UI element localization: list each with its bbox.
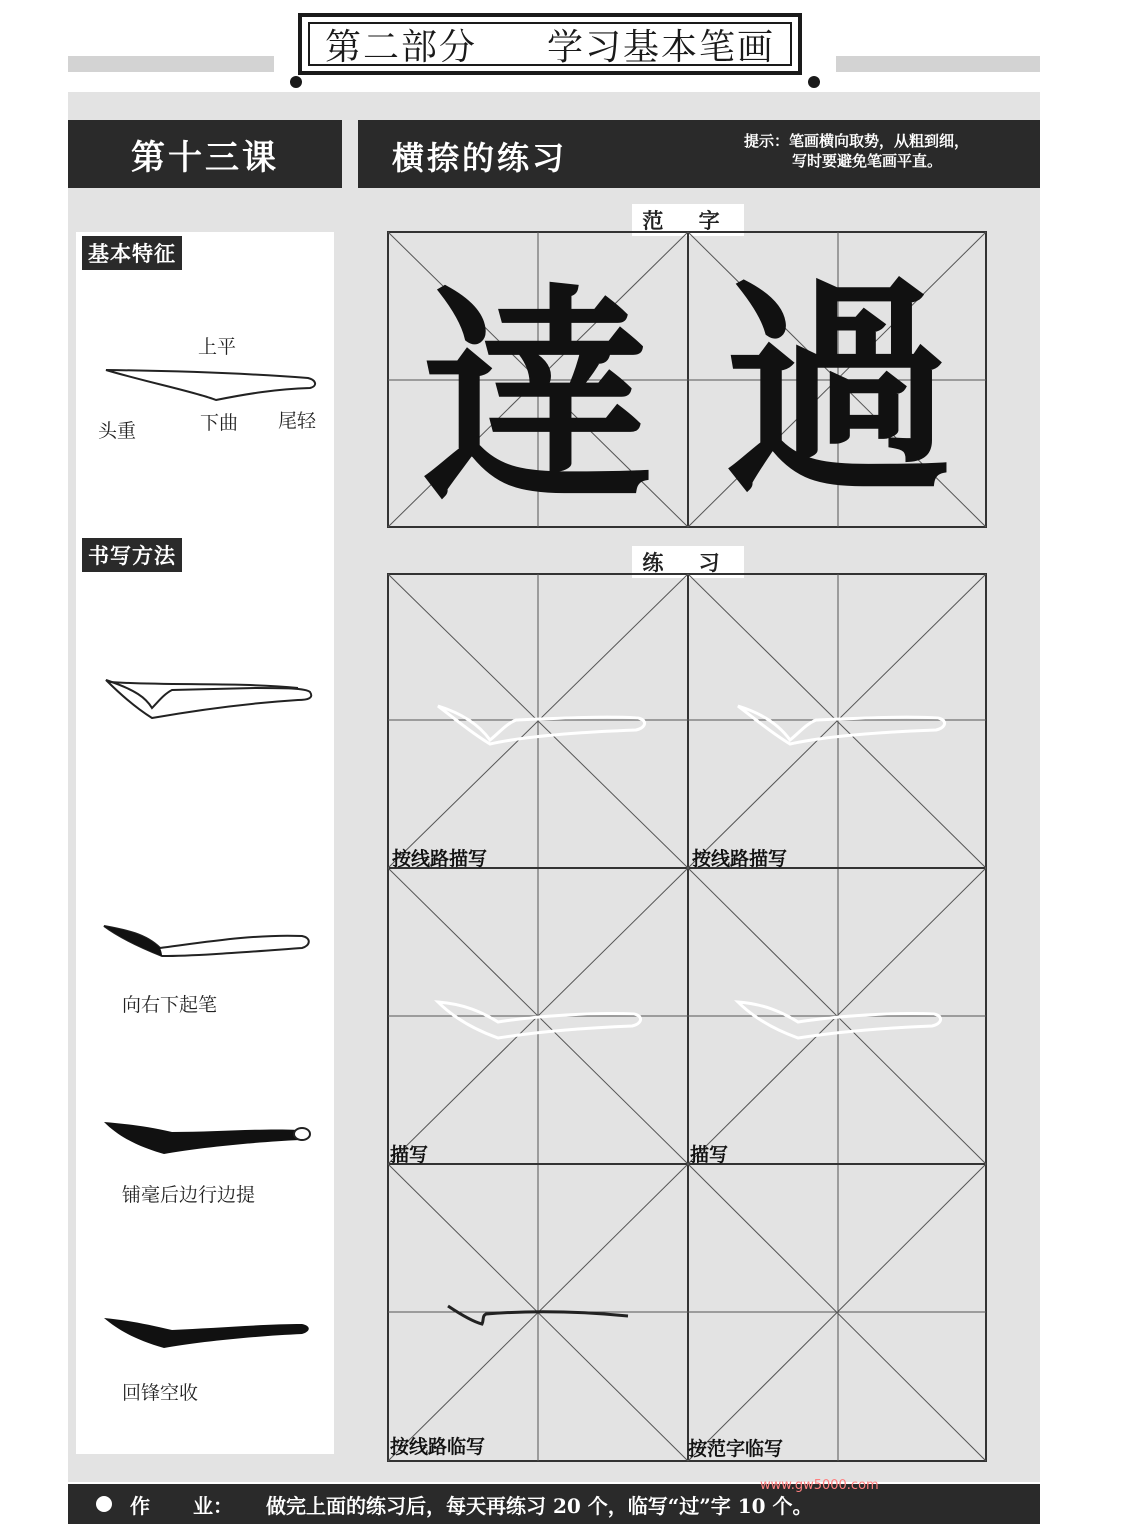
part-title-right: 学习基本笔画 <box>547 26 776 68</box>
tip-line-1: 提示：笔画横向取势，从粗到细， <box>744 132 970 150</box>
tip-note <box>744 131 969 171</box>
trace-stroke-1 <box>438 706 645 744</box>
trace-stroke-3 <box>438 1002 641 1038</box>
homework-label: 作 业： <box>130 1494 233 1518</box>
banner-dot-left <box>290 76 302 88</box>
topic-title: 横捺的练习 <box>392 139 568 177</box>
bullet-icon <box>96 1496 112 1512</box>
lesson-number: 第十三课 <box>131 137 279 178</box>
note-head-heavy: 头重 <box>98 420 137 442</box>
lesson-number-bar <box>68 120 342 188</box>
practice-label: 练 习 <box>632 546 744 578</box>
step-2-label: 铺毫后边行边提 <box>122 1184 256 1206</box>
example-char-1: 逹 <box>422 263 654 530</box>
left-panel <box>76 232 334 1454</box>
example-char-2: 過 <box>722 255 954 525</box>
note-middle-curve: 下曲 <box>200 412 239 434</box>
cell-trace-path-right: 按线路描写 <box>692 848 788 870</box>
stroke-step-entry <box>76 912 334 972</box>
example-grid <box>386 230 990 530</box>
tip-line-2: 写时要避免笔画平直。 <box>792 152 943 170</box>
note-tail-light: 尾轻 <box>278 410 317 432</box>
stroke-step-outline <box>76 652 334 732</box>
banner-dot-right <box>808 76 820 88</box>
watermark: www.gw5000.com <box>760 1478 879 1493</box>
trace-stroke-4 <box>738 1002 941 1038</box>
stroke-step-press <box>76 1108 334 1168</box>
topic-bar <box>358 120 1040 188</box>
cell-trace-left: 描写 <box>390 1144 429 1166</box>
note-top-flat: 上平 <box>198 336 237 358</box>
step-3-label: 回锋空收 <box>122 1382 199 1404</box>
banner-rule-left <box>68 56 274 72</box>
homework-text: 做完上面的练习后，每天再练习 20 个，临写“过”字 10 个。 <box>266 1494 813 1518</box>
homework-footer <box>68 1484 1040 1524</box>
method-label: 书写方法 <box>82 538 182 572</box>
cell-trace-right: 描写 <box>690 1144 729 1166</box>
part-title-left: 第二部分 <box>324 26 477 68</box>
practice-grid <box>386 572 990 1464</box>
example-label: 范 字 <box>632 204 744 236</box>
cell-trace-path-left: 按线路描写 <box>392 848 488 870</box>
step-1-label: 向右下起笔 <box>122 994 218 1016</box>
cell-copy-example: 按范字临写 <box>688 1438 784 1460</box>
stroke-step-finish <box>76 1306 334 1366</box>
banner-rule-right <box>836 56 1040 72</box>
features-label: 基本特征 <box>82 236 182 270</box>
part-title-box <box>298 13 802 75</box>
cell-copy-path: 按线路临写 <box>390 1436 486 1458</box>
